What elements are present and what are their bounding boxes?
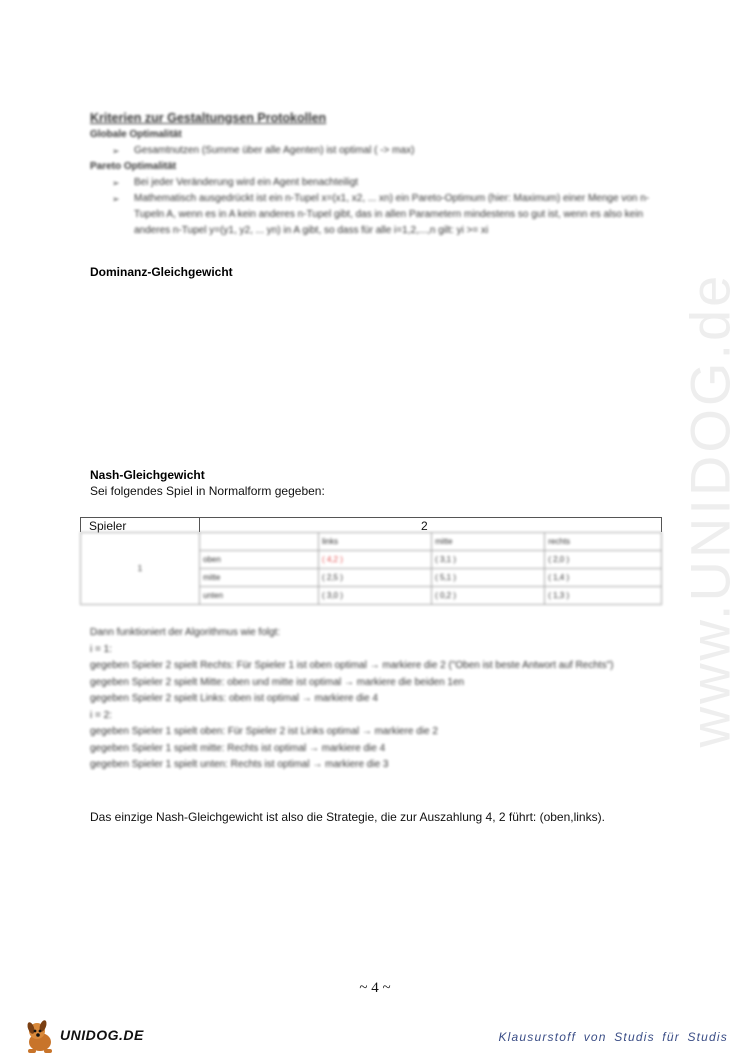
dog-logo-icon: [22, 1016, 62, 1056]
payoff-cell: ( 0,2 ): [432, 587, 545, 605]
payoff-cell: ( 3,1 ): [432, 551, 545, 569]
algorithm-line: gegeben Spieler 1 spielt oben: Für Spieler 2 ist Links optimal → markiere die 2: [90, 726, 438, 737]
footer-tagline: Klausurstoff von Studis für Studis: [498, 1030, 728, 1044]
arrow-bullet-icon: ➢: [112, 146, 120, 156]
algorithm-text: [90, 625, 660, 774]
payoff-cell: ( 3,0 ): [319, 587, 432, 605]
payoff-table: [80, 532, 662, 605]
arrow-bullet-icon: ➢: [112, 194, 120, 204]
game-header: [80, 517, 662, 532]
header-divider: [199, 518, 200, 532]
table-row: [81, 533, 662, 551]
strategy-label: oben: [200, 551, 319, 569]
player2-label: 2: [421, 519, 428, 533]
payoff-cell: ( 1,3 ): [545, 587, 662, 605]
payoff-cell-highlighted: ( 4,2 ): [319, 551, 432, 569]
algorithm-line: i = 2:: [90, 709, 112, 721]
global-optimality-label: Globale Optimalität: [90, 129, 182, 140]
payoff-cell: ( 5,1 ): [432, 569, 545, 587]
nash-heading: Nash-Gleichgewicht: [90, 468, 205, 482]
arrow-bullet-icon: ➢: [112, 178, 120, 188]
payoff-cell: ( 1,4 ): [545, 569, 662, 587]
column-header: mitte: [432, 533, 545, 551]
nash-intro: Sei folgendes Spiel in Normalform gegeben:: [90, 484, 325, 498]
page-number: ~ 4 ~: [359, 980, 391, 996]
spieler-label: Spieler: [89, 519, 127, 533]
algorithm-line: gegeben Spieler 1 spielt unten: Rechts ist optimal → markiere die 3: [90, 759, 389, 770]
criteria-title: Kriterien zur Gestaltungsen Protokollen: [90, 111, 327, 125]
pareto-bullet: [90, 191, 660, 239]
algorithm-line: gegeben Spieler 2 spielt Mitte: oben und mitte ist optimal → markiere die beiden 1en: [90, 676, 465, 688]
pareto-bullet-text: Mathematisch ausgedrückt ist ein n-Tupel x=(x1, x2, ... xn) ein Pareto-Optimum (hier: Maximum) einer Menge von n-Tupeln A, wenn es in A kein anderes n-Tupel gibt, das in allen Parametern mindestens so gut ist, wenn es also kein anderes n-Tupel y=(y1, y2, ... yn) in A gibt, so dass für alle i=1,2,...,n gilt: yi >= xi: [134, 193, 650, 236]
strategy-label: unten: [200, 587, 319, 605]
algorithm-line: gegeben Spieler 2 spielt Rechts: Für Spieler 1 ist oben optimal → markiere die 2 ("Oben ist beste Antwort auf Rechts"): [90, 660, 614, 671]
pareto-bullet: [90, 175, 660, 191]
watermark-text: www.UNIDOG.de: [678, 272, 742, 748]
column-header: rechts: [545, 533, 662, 551]
conclusion-text: Das einzige Nash-Gleichgewicht ist also die Strategie, die zur Auszahlung 4, 2 führt: (oben,links).: [90, 810, 605, 824]
payoff-cell: ( 2,5 ): [319, 569, 432, 587]
global-bullet-text: Gesamtnutzen (Summe über alle Agenten) ist optimal ( -> max): [134, 145, 415, 156]
criteria-section: [90, 110, 660, 239]
pareto-optimality-label: Pareto Optimalität: [90, 161, 177, 172]
global-bullet: [90, 143, 660, 159]
algorithm-line: i = 1:: [90, 643, 112, 655]
algorithm-line: Dann funktioniert der Algorithmus wie folgt:: [90, 627, 281, 638]
logo-text: UNIDOG.DE: [60, 1027, 144, 1043]
dominanz-heading: Dominanz-Gleichgewicht: [90, 265, 233, 279]
algorithm-line: gegeben Spieler 1 spielt mitte: Rechts ist optimal → markiere die 4: [90, 742, 386, 754]
game-matrix: [80, 517, 662, 610]
unidog-logo: [22, 1016, 152, 1056]
column-header: links: [319, 533, 432, 551]
payoff-cell: ( 2,0 ): [545, 551, 662, 569]
pareto-bullet-text: Bei jeder Veränderung wird ein Agent benachteiligt: [134, 177, 359, 188]
strategy-label: mitte: [200, 569, 319, 587]
algorithm-line: gegeben Spieler 2 spielt Links: oben ist optimal → markiere die 4: [90, 693, 378, 704]
player1-label: 1: [81, 533, 200, 605]
